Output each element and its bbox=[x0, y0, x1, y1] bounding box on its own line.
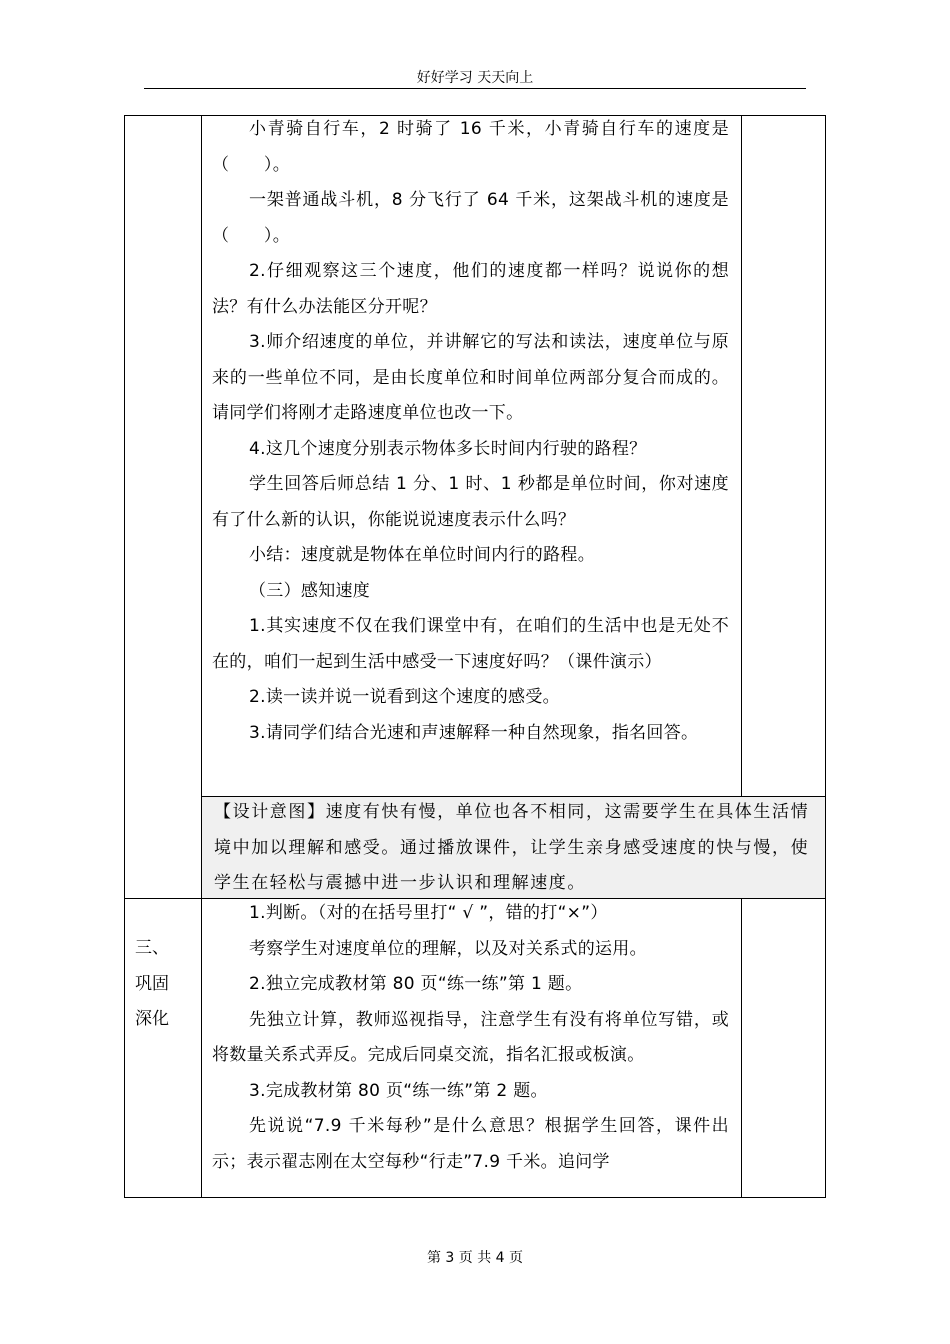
paragraph-perceive-2: 2.读一读并说一说看到这个速度的感受。 bbox=[249, 687, 560, 707]
paragraph-exercise-2: 3.完成教材第 80 页“练一练”第 2 题。 bbox=[249, 1080, 548, 1101]
paragraph-perceive-1: 1.其实速度不仅在我们课堂中有，在咱们的生活中也是无处不在的，咱们一起到生活中感受一下速度好吗？（课件演示） bbox=[212, 616, 729, 672]
row1-label-cell bbox=[124, 115, 201, 898]
row1-content-cell bbox=[201, 115, 741, 796]
section-three-label-cell bbox=[124, 898, 201, 1198]
paragraph-bicycle-speed: 小青骑自行车，2 时骑了 16 千米，小青骑自行车的速度是（ ）。 bbox=[212, 119, 729, 175]
paragraph-judge: 1.判断。（对的在括号里打“ √ ”，错的打“×”） bbox=[249, 903, 608, 923]
design-intent-cell bbox=[201, 796, 826, 898]
design-intent-text: 【设计意图】速度有快有慢，单位也各不相同，这需要学生在具体生活情境中加以理解和感受。通过播放课件，让学生亲身感受速度的快与慢，使学生在轻松与震撼中进一步认识和理解速度。 bbox=[214, 802, 810, 893]
paragraph-exercise-1-guidance: 先独立计算，教师巡视指导，注意学生有没有将单位写错，或将数量关系式弄反。完成后同桌交流，指名汇报或板演。 bbox=[212, 1009, 729, 1065]
paragraph-step-4: 4.这几个速度分别表示物体多长时间内行驶的路程？ bbox=[249, 438, 647, 459]
section-three-notes-cell bbox=[741, 898, 826, 1198]
subheading-perceive-speed: （三）感知速度 bbox=[249, 580, 371, 601]
section-label-line-1: 三、 bbox=[135, 938, 169, 958]
page-header: 好好学习 天天向上 bbox=[416, 70, 534, 86]
paragraph-exercise-2-guidance: 先说说“7.9 千米每秒”是什么意思？根据学生回答，课件出示；表示翟志刚在太空每秒“行走”7.9 千米。追问学 bbox=[212, 1116, 729, 1172]
paragraph-teacher-summary: 学生回答后师总结 1 分、1 时、1 秒都是单位时间，你对速度有了什么新的认识，你能说说速度表示什么吗？ bbox=[212, 474, 729, 530]
paragraph-fighter-speed: 一架普通战斗机，8 分飞行了 64 千米，这架战斗机的速度是（ ）。 bbox=[212, 190, 729, 246]
section-three-content-cell bbox=[201, 898, 741, 1198]
page-footer: 第 3 页 共 4 页 bbox=[426, 1250, 524, 1266]
paragraph-judge-purpose: 考察学生对速度单位的理解，以及对关系式的运用。 bbox=[249, 938, 647, 959]
paragraph-step-2: 2.仔细观察这三个速度，他们的速度都一样吗？说说你的想法？有什么办法能区分开呢？ bbox=[212, 261, 729, 317]
row1-notes-cell bbox=[741, 115, 826, 796]
paragraph-step-3: 3.师介绍速度的单位，并讲解它的写法和读法，速度单位与原来的一些单位不同，是由长度单位和时间单位两部分复合而成的。请同学们将刚才走路速度单位也改一下。 bbox=[212, 332, 729, 423]
header-divider bbox=[144, 88, 806, 89]
paragraph-perceive-3: 3.请同学们结合光速和声速解释一种自然现象，指名回答。 bbox=[249, 722, 699, 743]
paragraph-conclusion: 小结：速度就是物体在单位时间内行的路程。 bbox=[249, 545, 595, 565]
section-label-line-3: 深化 bbox=[135, 1009, 169, 1029]
section-label-line-2: 巩固 bbox=[135, 973, 169, 994]
paragraph-exercise-1: 2.独立完成教材第 80 页“练一练”第 1 题。 bbox=[249, 974, 583, 994]
